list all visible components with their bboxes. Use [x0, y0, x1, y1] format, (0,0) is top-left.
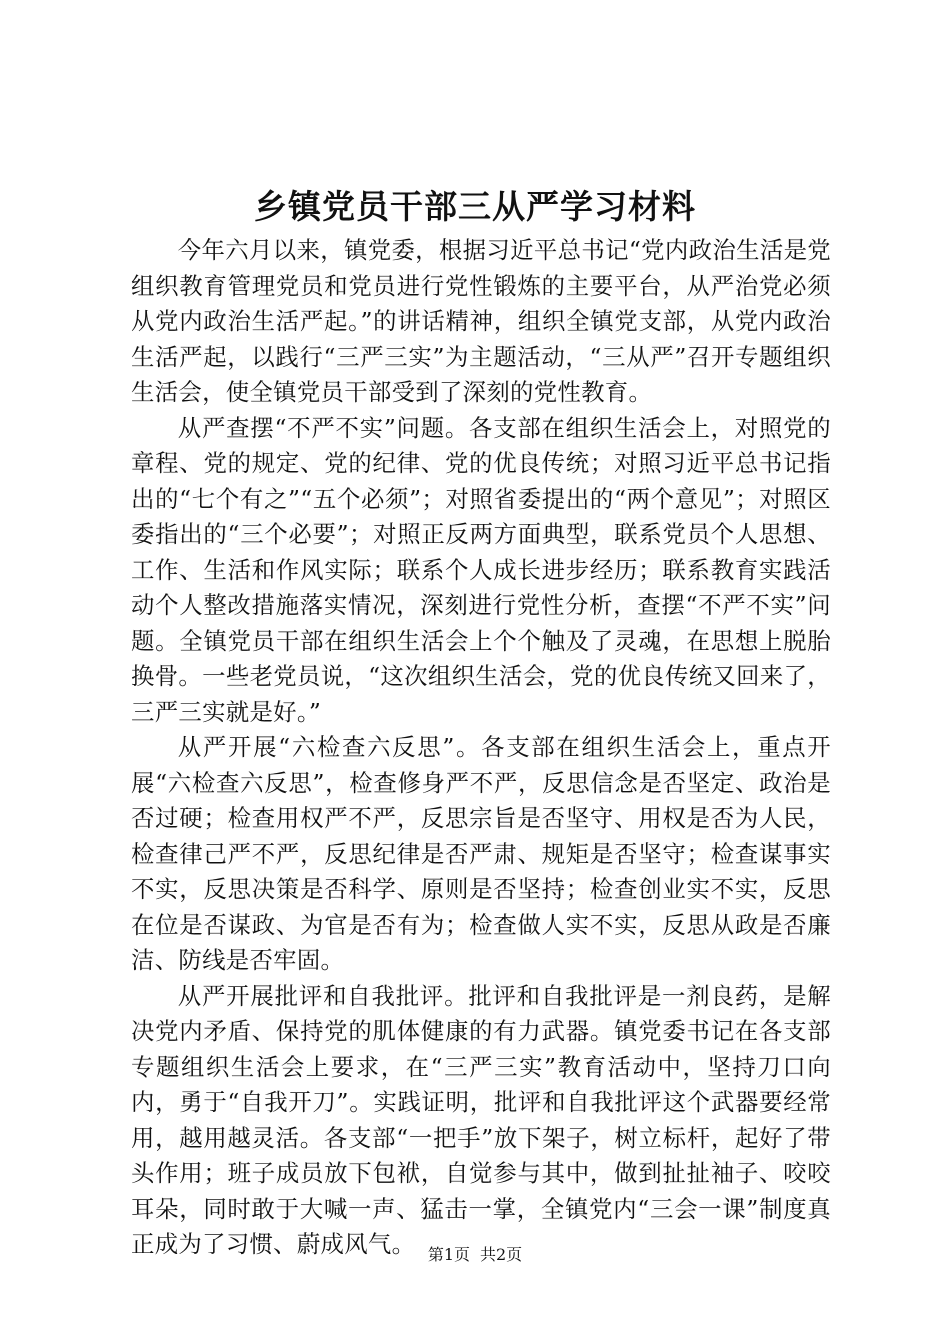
document-body: [131, 233, 831, 1263]
paragraph-six-checks: 从严开展“六检查六反思”。各支部在组织生活会上，重点开展“六检查六反思”，检查修身严不严，反思信念是否坚定、政治是否过硬；检查用权严不严，反思宗旨是否坚守、用权是否为人民，检查律己严不严，反思纪律是否严肃、规矩是否坚守；检查谋事实不实，反思决策是否科学、原则是否坚持；检查创业实不实，反思在位是否谋政、为官是否有为；检查做人实不实，反思从政是否廉洁、防线是否牢固。: [131, 733, 831, 974]
paragraph-criticism: 从严开展批评和自我批评。批评和自我批评是一剂良药，是解决党内矛盾、保持党的肌体健康的有力武器。镇党委书记在各支部专题组织生活会上要求，在“三严三实”教育活动中，坚持刀口向内，勇于“自我开刀”。实践证明，批评和自我批评这个武器要经常用，越用越灵活。各支部“一把手”放下架子，树立标杆，起好了带头作用；班子成员放下包袱，自觉参与其中，做到扯扯袖子、咬咬耳朵，同时敢于大喊一声、猛击一掌，全镇党内“三会一课”制度真正成为了习惯、蔚成风气。: [131, 981, 831, 1258]
page-number: 第1页: [427, 1245, 470, 1264]
page-footer: [0, 1244, 950, 1266]
document-title: 乡镇党员干部三从严学习材料: [254, 187, 696, 226]
paragraph-intro: 今年六月以来，镇党委，根据习近平总书记“党内政治生活是党组织教育管理党员和党员进行党性锻炼的主要平台，从严治党必须从党内政治生活严起。”的讲话精神，组织全镇党支部，从党内政治生活严起，以践行“三严三实”为主题活动，“三从严”召开专题组织生活会，使全镇党员干部受到了深刻的党性教育。: [131, 236, 831, 406]
paragraph-problems: 从严查摆“不严不实”问题。各支部在组织生活会上，对照党的章程、党的规定、党的纪律、党的优良传统；对照习近平总书记指出的“七个有之”“五个必须”；对照省委提出的“两个意见”；对照区委指出的“三个必要”；对照正反两方面典型，联系党员个人思想、工作、生活和作风实际；联系个人成长进步经历；联系教育实践活动个人整改措施落实情况，深刻进行党性分析，查摆“不严不实”问题。全镇党员干部在组织生活会上个个触及了灵魂，在思想上脱胎换骨。一些老党员说，“这次组织生活会，党的优良传统又回来了，三严三实就是好。”: [131, 413, 831, 726]
page-total: 共2页: [480, 1245, 523, 1264]
